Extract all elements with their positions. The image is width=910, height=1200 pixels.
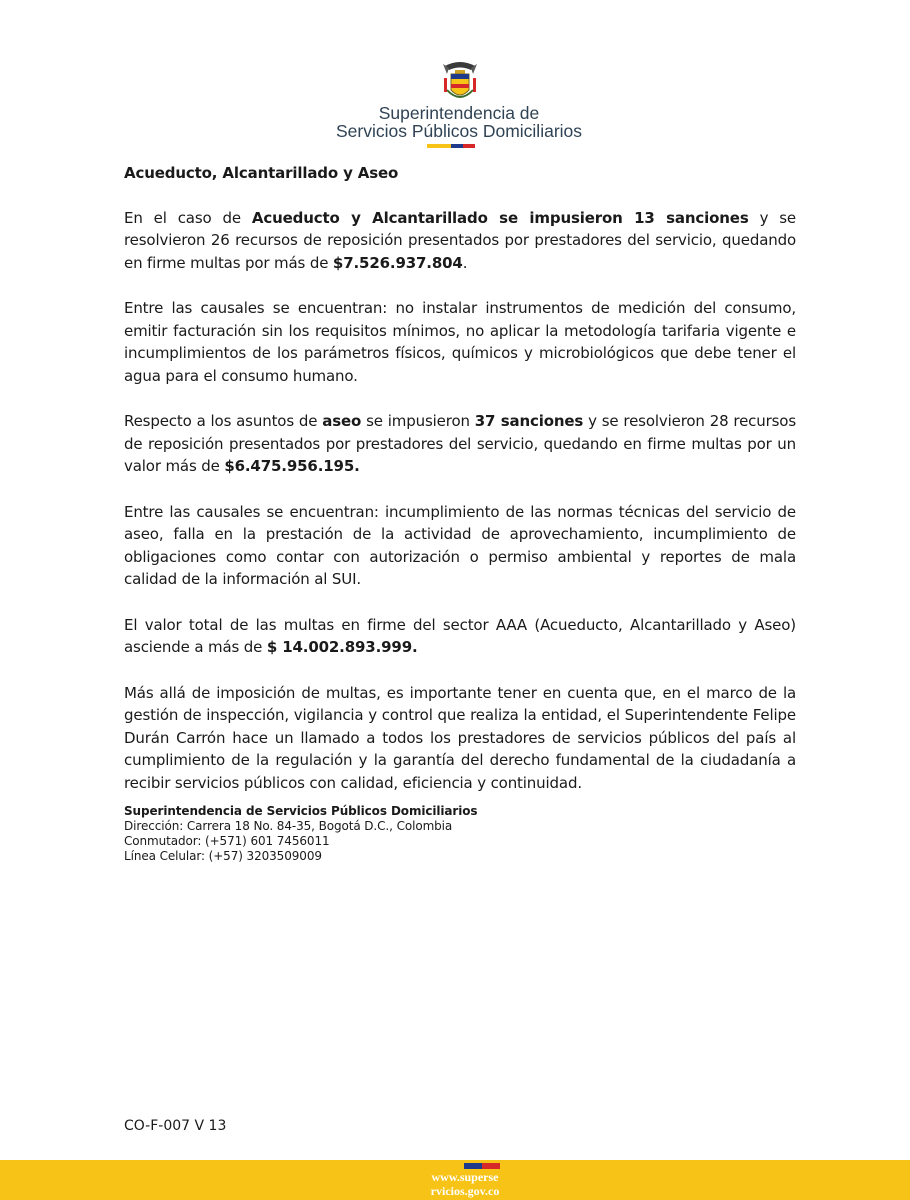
org-name-line-2: Servicios Públicos Domiciliarios bbox=[335, 121, 583, 141]
website-line-2: rvicios.gov.co bbox=[430, 1184, 500, 1198]
contact-mobile: Línea Celular: (+57) 3203509009 bbox=[124, 849, 322, 863]
paragraph-total: El valor total de las multas en firme del sector AAA (Acueducto, Alcantarillado y Aseo) asciende a más de $ 14.002.893.999. bbox=[124, 615, 796, 656]
acueducto-fine-amount: $7.526.937.804 bbox=[332, 253, 463, 272]
org-name-line-1: Superintendencia de bbox=[378, 103, 540, 123]
paragraph-acueducto-causes: Entre las causales se encuentran: no instalar instrumentos de medición del consumo, emitir facturación sin los requisitos mínimos, no aplicar la metodología tarifaria vigente e incumplimientos de los parámetros físicos, químicos y microbiológicos que debe tener el agua para el consumo humano. bbox=[124, 299, 796, 385]
website-line-1: www.superse bbox=[431, 1170, 499, 1184]
footer-tricolor-stripe bbox=[428, 1163, 500, 1169]
contact-org: Superintendencia de Servicios Públicos Domiciliarios bbox=[124, 804, 478, 818]
section-heading: Acueducto, Alcantarillado y Aseo bbox=[124, 164, 399, 182]
total-fine-amount: $ 14.002.893.999. bbox=[266, 638, 418, 656]
form-code: CO-F-007 V 13 bbox=[124, 1118, 227, 1134]
paragraph-acueducto: En el caso de Acueducto y Alcantarillado se impusieron 13 sanciones y se resolvieron 26 recursos de reposición presentados por prestadores del servicio, quedando en firme multas por más de $7.526.937.804. bbox=[124, 208, 796, 272]
website-link[interactable] bbox=[405, 1170, 525, 1198]
colombia-coat-of-arms-icon bbox=[441, 60, 479, 104]
aseo-fine-amount: $6.475.956.195. bbox=[224, 457, 360, 475]
document-body bbox=[124, 162, 796, 817]
paragraph-aseo-causes: Entre las causales se encuentran: incumplimiento de las normas técnicas del servicio de aseo, falla en la prestación de la actividad de aprovechamiento, incumplimiento de obligaciones como contar con autorización o permiso ambiental y reportes de mala calidad de la información al SUI. bbox=[124, 502, 796, 588]
paragraph-closing: Más allá de imposición de multas, es importante tener en cuenta que, en el marco de la gestión de inspección, vigilancia y control que realiza la entidad, el Superintendente Felipe Durán Carrón hace un llamado a todos los prestadores de servicios públicos del país al cumplimiento de la regulación y la garantía del derecho fundamental de la ciudadanía a recibir servicios públicos con calidad, eficiencia y continuidad. bbox=[124, 683, 796, 792]
tricolor-stripe bbox=[427, 144, 475, 148]
contact-phone: Conmutador: (+571) 601 7456011 bbox=[124, 834, 330, 848]
organization-name bbox=[300, 104, 618, 140]
contact-block bbox=[124, 804, 624, 864]
contact-address: Dirección: Carrera 18 No. 84-35, Bogotá D.C., Colombia bbox=[124, 819, 453, 833]
paragraph-aseo: Respecto a los asuntos de aseo se impusieron 37 sanciones y se resolvieron 28 recursos de reposición presentados por prestadores del servicio, quedando en firme multas por un valor más de $6.475.956.195. bbox=[124, 412, 796, 475]
letterhead bbox=[0, 0, 910, 160]
